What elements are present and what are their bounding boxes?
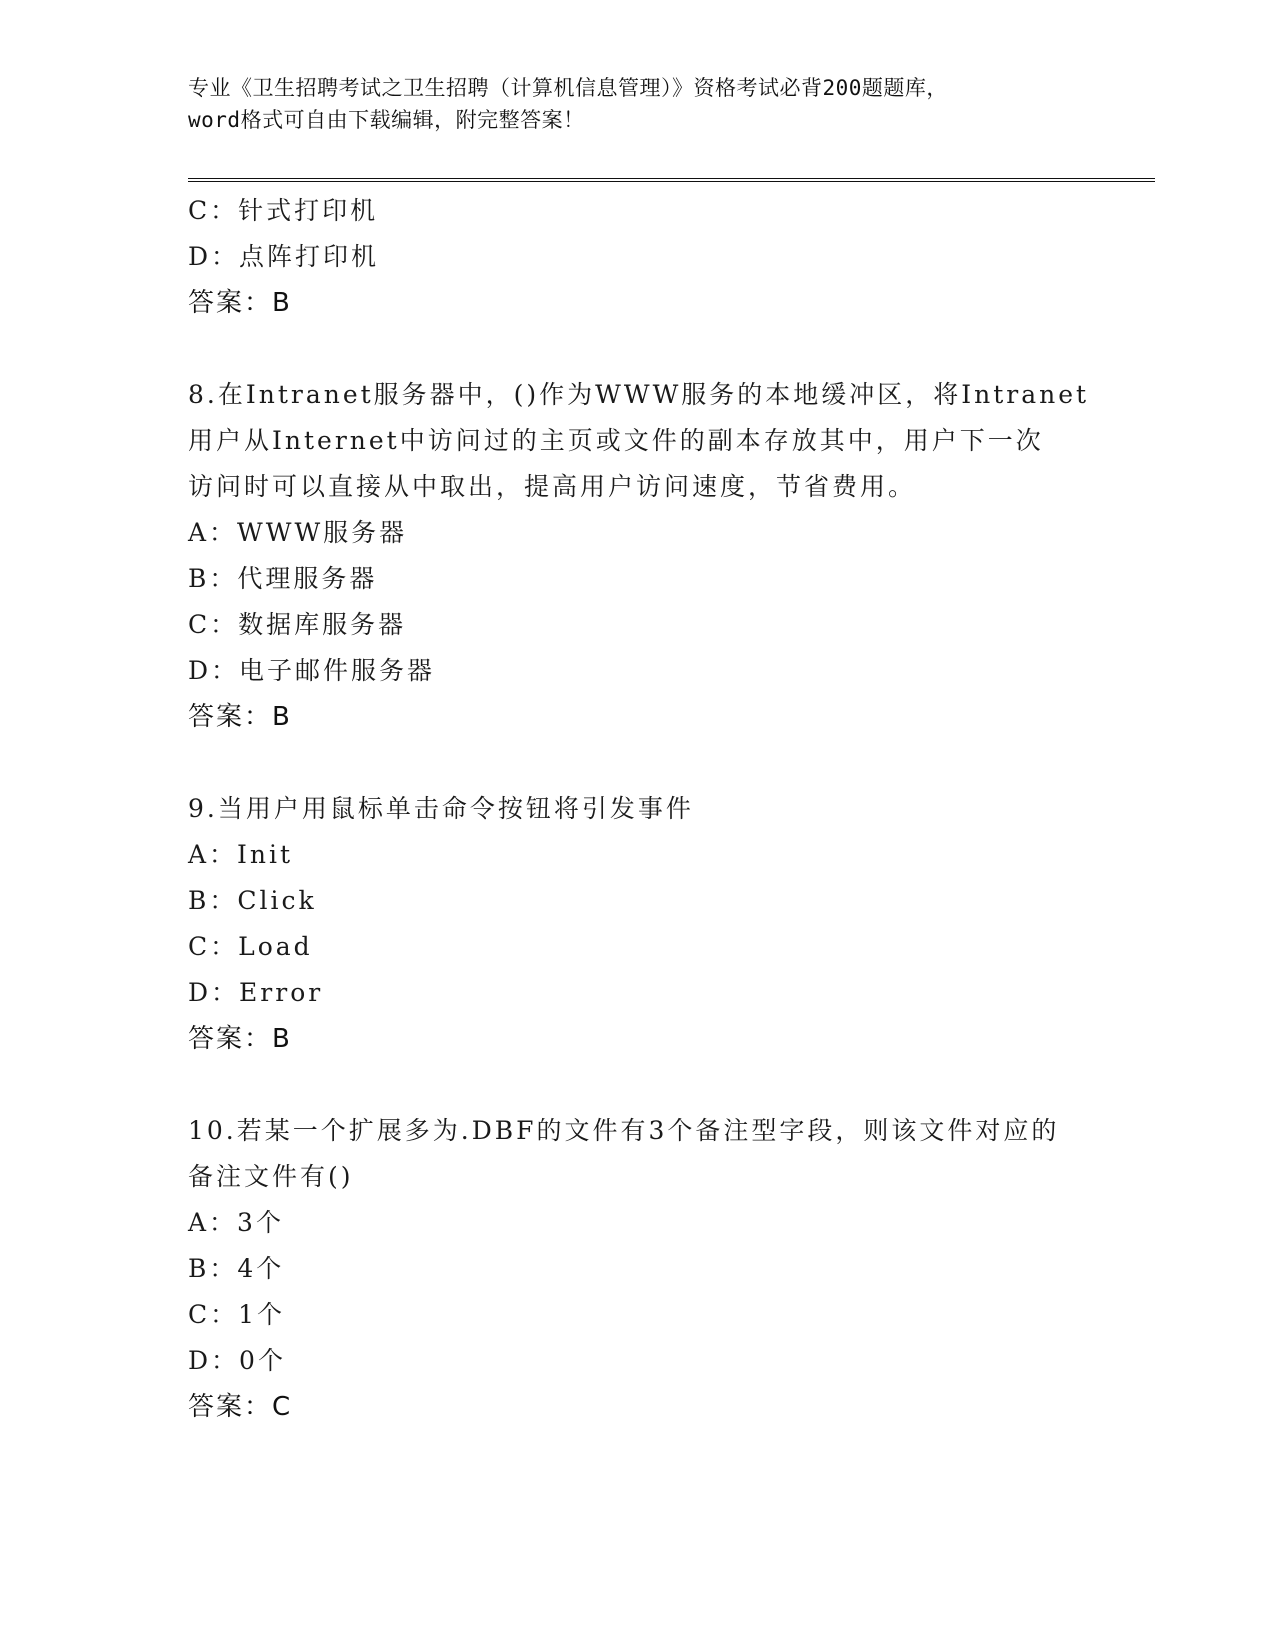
option-c: C：数据库服务器 xyxy=(188,610,407,639)
option-a: A：WWW服务器 xyxy=(188,518,408,547)
header-divider xyxy=(188,178,1155,182)
option-c: C：针式打印机 xyxy=(188,196,379,225)
spacer xyxy=(188,1062,1148,1108)
spacer xyxy=(188,740,1148,786)
option-b: B：代理服务器 xyxy=(188,564,378,593)
question-block-9 xyxy=(188,786,1148,1062)
option-c: C：Load xyxy=(188,932,313,961)
answer-line: 答案：B xyxy=(188,288,292,318)
header-line-2: word格式可自由下载编辑，附完整答案！ xyxy=(188,108,585,132)
option-b: B：Click xyxy=(188,886,317,915)
answer-line: 答案：C xyxy=(188,1392,293,1422)
option-a: A：Init xyxy=(188,840,294,869)
question-list xyxy=(188,188,1148,1430)
option-d: D：Error xyxy=(188,978,324,1007)
option-d: D：点阵打印机 xyxy=(188,242,380,271)
spacer xyxy=(188,326,1148,372)
option-b: B：4个 xyxy=(188,1254,285,1283)
question-text-line: 8.在Intranet服务器中，()作为WWW服务的本地缓冲区，将Intranet xyxy=(188,380,1090,409)
question-block-8 xyxy=(188,372,1148,740)
option-d: D：0个 xyxy=(188,1346,286,1375)
question-text-line: 9.当用户用鼠标单击命令按钮将引发事件 xyxy=(188,794,694,823)
question-block-7 xyxy=(188,188,1148,326)
question-text-line: 访问时可以直接从中取出，提高用户访问速度，节省费用。 xyxy=(188,472,917,501)
option-d: D：电子邮件服务器 xyxy=(188,656,436,685)
header-line-1: 专业《卫生招聘考试之卫生招聘（计算机信息管理）》资格考试必背200题题库， xyxy=(188,76,948,100)
question-block-10 xyxy=(188,1108,1148,1430)
question-text-line: 备注文件有() xyxy=(188,1162,354,1191)
question-text-line: 10.若某一个扩展多为.DBF的文件有3个备注型字段，则该文件对应的 xyxy=(188,1116,1060,1145)
question-text-line: 用户从Internet中访问过的主页或文件的副本存放其中，用户下一次 xyxy=(188,426,1044,455)
option-c: C：1个 xyxy=(188,1300,286,1329)
answer-line: 答案：B xyxy=(188,1024,292,1054)
answer-line: 答案：B xyxy=(188,702,292,732)
option-a: A：3个 xyxy=(188,1208,284,1237)
document-header xyxy=(188,72,1088,136)
